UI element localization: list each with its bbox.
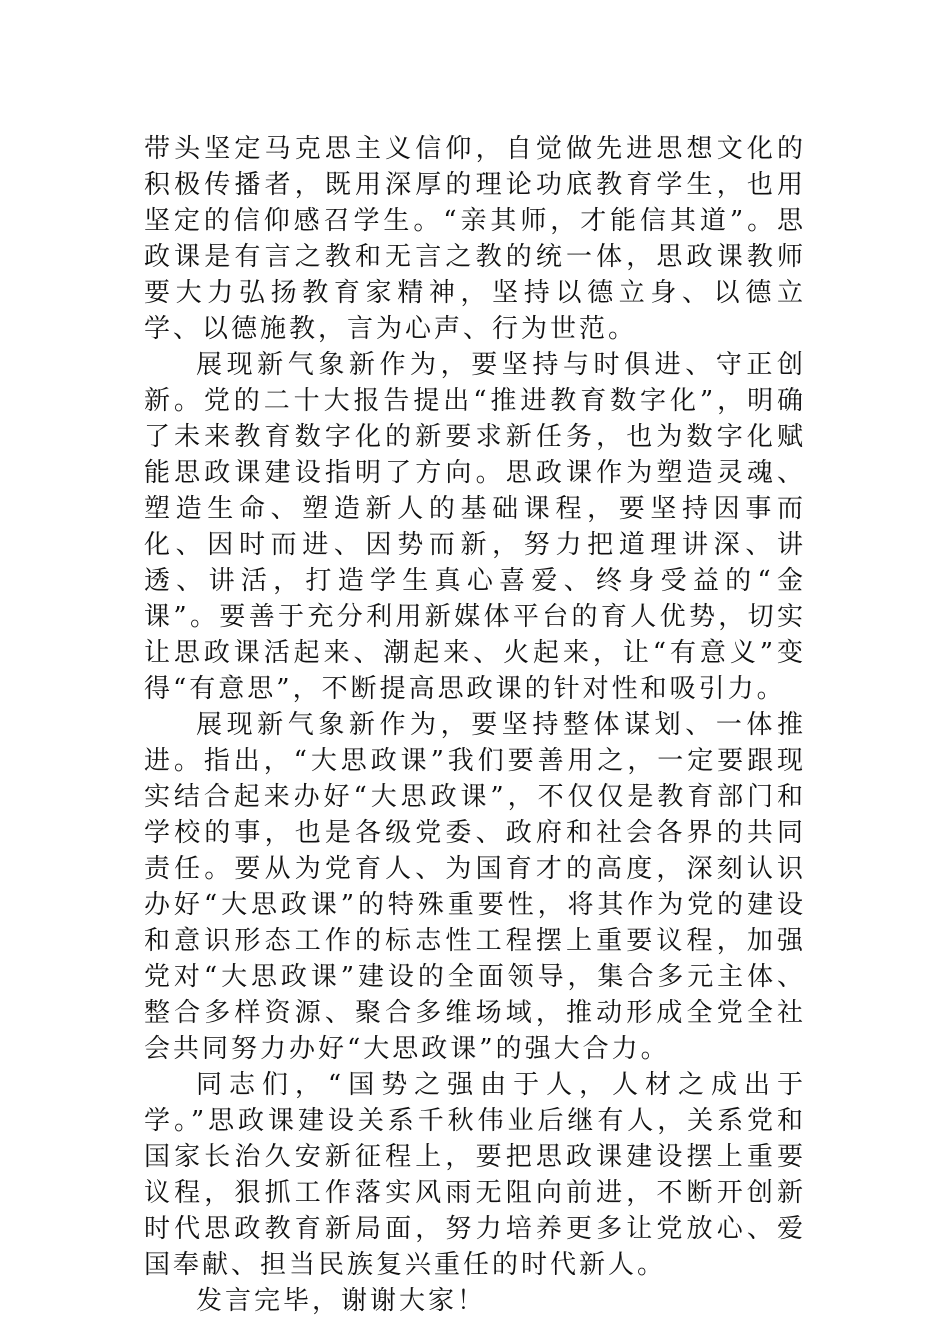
paragraph-continued: 带头坚定马克思主义信仰，自觉做先进思想文化的积极传播者，既用深厚的理论功底教育学生，也用坚定的信仰感召学生。“亲其师，才能信其道”。思政课是有言之教和无言之教的统一体，思政课教师要大力弘扬教育家精神，坚持以德立身、以德立学、以德施教，言为心声、行为世范。: [144, 134, 806, 344]
paragraph-closing: 发言完毕，谢谢大家！: [196, 1286, 487, 1316]
document-body: [144, 131, 806, 1319]
paragraph-innovation: 展现新气象新作为，要坚持与时俱进、守正创新。党的二十大报告提出“推进教育数字化”，明确了未来教育数字化的新要求新任务，也为数字化赋能思政课建设指明了方向。思政课作为塑造灵魂、塑造生命、塑造新人的基础课程，要坚持因事而化、因时而进、因势而新，努力把道理讲深、讲透、讲活，打造学生真心喜爱、终身受益的“金课”。要善于充分利用新媒体平台的育人优势，切实让思政课活起来、潮起来、火起来，让“有意义”变得“有意思”，不断提高思政课的针对性和吸引力。: [144, 350, 806, 704]
paragraph-big-ideology-course: 展现新气象新作为，要坚持整体谋划、一体推进。指出，“大思政课”我们要善用之，一定要跟现实结合起来办好“大思政课”，不仅仅是教育部门和学校的事，也是各级党委、政府和社会各界的共同责任。要从为党育人、为国育才的高度，深刻认识办好“大思政课”的特殊重要性，将其作为党的建设和意识形态工作的标志性工程摆上重要议程，加强党对“大思政课”建设的全面领导，集合多元主体、整合多样资源、聚合多维场域，推动形成全党全社会共同努力办好“大思政课”的强大合力。: [144, 710, 806, 1064]
paragraph-comrades: 同志们，“国势之强由于人，人材之成出于学。”思政课建设关系千秋伟业后继有人，关系党和国家长治久安新征程上，要把思政课建设摆上重要议程，狠抓工作落实风雨无阻向前进，不断开创新时代思政教育新局面，努力培养更多让党放心、爱国奉献、担当民族复兴重任的时代新人。: [144, 1070, 806, 1280]
